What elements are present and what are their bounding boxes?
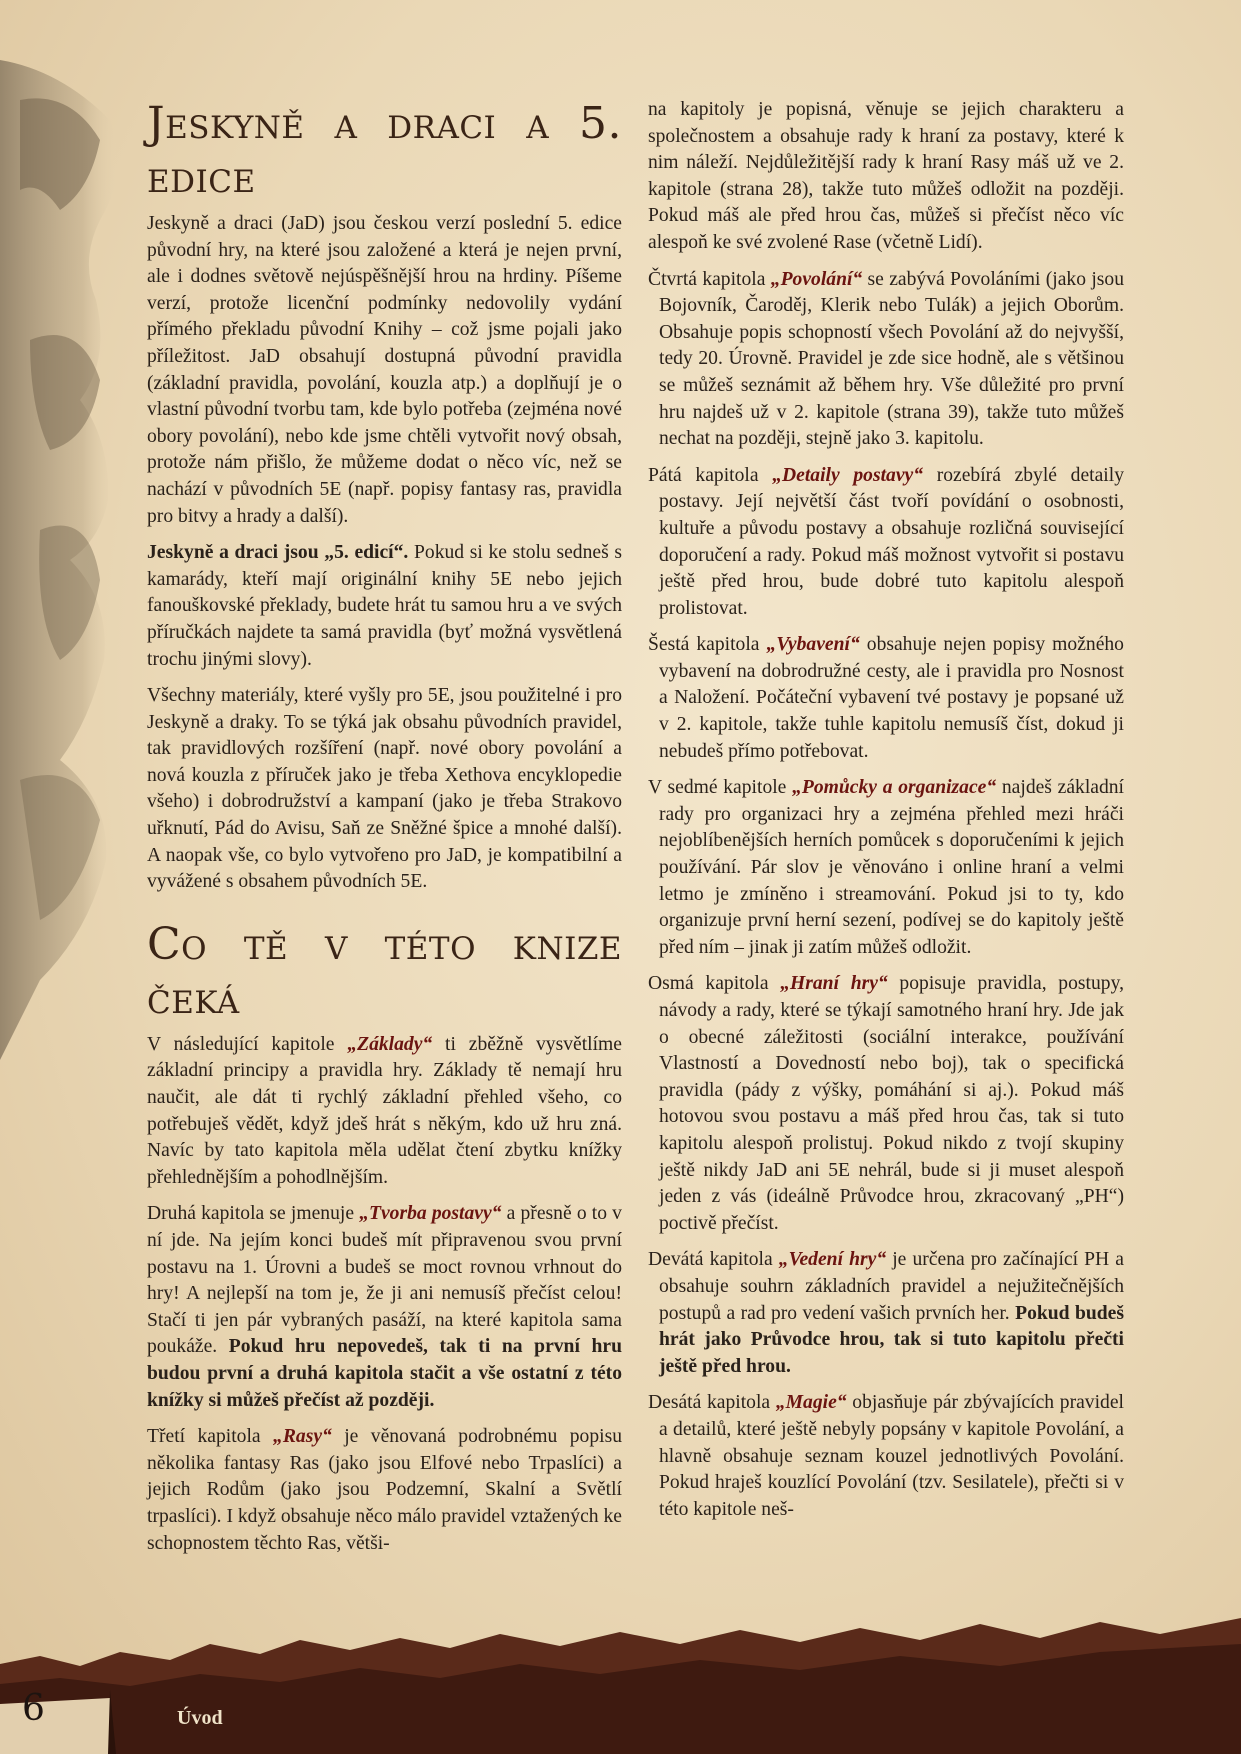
bold-text: Pokud hru nepovedeš, tak ti na první hru budou první a druhá kapitola stačit a vše ostatní z této knížky si můžeš přečíst až později.: [147, 1336, 622, 1411]
chapter-keyword: „Povolání“: [770, 268, 863, 290]
chapter-keyword: „Základy“: [347, 1033, 433, 1055]
paragraph: Jeskyně a draci (JaD) jsou českou verzí poslední 5. edice původní hry, na které jsou založené a která je nejen první, ale i dodnes světově nejúspěšnější hrou na hrdiny. Píšeme verzí, protože licenční podmínky nedovolily vydání přímého překladu původní Knihy – což jsme pojali jako příležitost. JaD obsahují dostupná původní pravidla (základní pravidla, povolání, kouzla atp.) a doplňují je o vlastní původní tvorbu tam, kde bylo potřeba (zejména nové obory povolání), nebo kde jsme chtěli vytvořit nový obsah, protože nám přišlo, že můžeme dodat o něco víc, než se nachází v původních 5E (např. popisy fantasy ras, pravidla pro bitvy a hrady a další).: [147, 213, 622, 527]
paragraph: [147, 1424, 622, 1557]
paragraph: [648, 1247, 1124, 1380]
chapter-keyword: „Magie“: [775, 1392, 847, 1414]
paragraph-text: je určena pro začínající PH a obsahuje souhrn základních pravidel a nejužitečnějších postupů a rad pro vedení vašich prvních her.: [659, 1249, 1124, 1324]
paragraph-text: Desátá kapitola: [648, 1392, 776, 1414]
chapter-keyword: „Rasy“: [273, 1426, 332, 1448]
bold-text: Pokud budeš hrát jako Průvodce hrou, tak si tuto kapitolu přečti ještě před hrou.: [659, 1302, 1125, 1377]
section-title-contents: Co tě v této knize čeká: [147, 918, 622, 1024]
character-illustration-icon: [0, 60, 118, 1060]
paragraph: [147, 1032, 622, 1192]
footer-chapter-name: Úvod: [177, 1707, 223, 1729]
paragraph-text: Druhá kapitola se jmenuje: [147, 1203, 360, 1225]
paragraph-text: objasňuje pár zbývajících pravidel a detailů, které ještě nebyly popsány v kapitole Povolání, a hlavně obsahuje seznam kouzel jednotlivých Povolání. Pokud hraješ kouzlící Povolání (tzv. Sesilatele), přečti si v této kapitole neš-: [659, 1392, 1124, 1520]
paragraph: [648, 1390, 1124, 1523]
paragraph: Všechny materiály, které vyšly pro 5E, jsou použitelné i pro Jeskyně a draky. To se týká jak obsahu původních pravidel, tak pravidlových rozšíření (např. nové obory povolání a nová kouzla z příruček jako je třeba Xethova encyklopedie všeho) i dobrodružství a kampaní (jako je třeba Strakovo uřknutí, Pád do Avisu, Saň ze Sněžné špice a mnohé další). A naopak vše, co bylo vytvořeno pro JaD, je kompatibilní a vyvážené s obsahem původních 5E.: [147, 685, 622, 893]
paragraph: [147, 1201, 622, 1414]
paragraph-text: Pokud si ke stolu sedneš s kamarády, kteří mají originální knihy 5E nebo jejich fanouškovské překlady, budete hrát tu samou hru a ve svých příručkách najdete ta samá pravidla (byť možná vysvětlená trochu jinými slovy).: [147, 542, 622, 670]
chapter-keyword: „Tvorba postavy“: [359, 1203, 502, 1225]
paragraph-text: Třetí kapitola: [147, 1426, 274, 1448]
chapter-keyword: „Vedení hry“: [778, 1249, 887, 1271]
right-column: [648, 97, 1124, 1533]
bold-text: Jeskyně a draci jsou „5. edicí“.: [147, 542, 409, 564]
paragraph: [648, 463, 1124, 623]
paragraph: [648, 632, 1124, 765]
paragraph-text: V sedmé kapitole: [648, 777, 793, 799]
paragraph-text: V následující kapitole: [147, 1033, 348, 1055]
paragraph-text: a přesně o to v ní jde. Na jejím konci budeš mít připravenou svou první postavu na 1. Úrovni a budeš se moct rovnou vrhnout do hry! A nejlepší na tom je, že ji ani nemusíš přečíst celou! Stačí ti jen pár vybraných pasáží, na které kapitola sama poukáže.: [147, 1203, 622, 1358]
chapter-keyword: „Detaily postavy“: [772, 464, 924, 486]
paragraph-text: je věnovaná podrobnému popisu několika fantasy Ras (jako jsou Elfové nebo Trpaslíci) a jejich Rodům (jako jsou Podzemní, Skalní a Světlí trpaslíci). I když obsahuje něco málo pravidel vztažených ke schopnostem těchto Ras, větši-: [147, 1426, 622, 1554]
paragraph-text: obsahuje nejen popisy možného vybavení na dobrodružné cesty, ale i pravidla pro Nosnost a Naložení. Počáteční vybavení tvé postavy je popsané už v 2. kapitole, takže tuhle kapitolu nemusíš číst, dokud ji nebudeš přímo potřebovat.: [659, 634, 1124, 762]
chapter-keyword: „Pomůcky a organizace“: [792, 777, 997, 799]
left-column: [147, 97, 622, 1567]
footer-torn-edge-icon: [0, 1594, 1241, 1754]
paragraph-text: Pátá kapitola: [648, 464, 773, 486]
chapter-keyword: „Vybavení“: [766, 634, 860, 656]
section-title-edition: Jeskyně a draci a 5. edice: [147, 98, 622, 203]
paragraph-text: rozebírá zbylé detaily postavy. Její největší část tvoří povídání o osobnosti, kultuře a původu postavy a obsahuje rozličná související doporučení a rady. Pokud máš možnost vytvořit si postavu ještě před hrou, bude dobré tuto kapitolu alespoň prolistovat.: [659, 464, 1124, 619]
paragraph: [648, 775, 1124, 961]
paragraph: [648, 267, 1124, 453]
chapter-keyword: „Hraní hry“: [780, 973, 888, 995]
paragraph-text: se zabývá Povoláními (jako jsou Bojovník, Čaroděj, Klerik nebo Tulák) a jejich Oborům. Obsahuje popis schopností všech Povolání až do nejvyšší, tedy 20. Úrovně. Pravidel je zde sice hodně, ale s většinou se můžeš seznámit až během hry. Vše důležité pro první hru najdeš už v 2. kapitole (strana 39), takže tuto můžeš nechat na později, stejně jako 3. kapitolu.: [659, 268, 1124, 450]
paragraph-text: popisuje pravidla, postupy, návody a rady, které se týkají samotného hraní hry. Jde jak o obecné záležitosti (sociální interakce, používání Vlastností a Dovedností nebo boj), tak o specifická pravidla (pády z výšky, pomáhání si aj.). Pokud máš hotovou svou postavu a máš před hrou čas, tak si tuto kapitolu alespoň prolistuj. Pokud nikdo z tvojí skupiny ještě nikdy JaD ani 5E nehrál, bude si ji muset alespoň jeden z vás (ideálně Průvodce hrou, zkracovaný „PH“) poctivě přečíst.: [659, 973, 1124, 1234]
paragraph: [648, 971, 1124, 1237]
paragraph-text: Šestá kapitola: [648, 634, 767, 656]
paragraph-text: najdeš základní rady pro organizaci hry a zejména přehled mezi hráči nejoblíbenějších herních pomůcek s doporučeními k jejich používání. Pár slov je věnováno i online hraní a velmi letmo je zmíněno i streamování. Pokud jsi to ty, kdo organizuje první herní sezení, podívej se do kapitoly ještě před ním – jinak ji zatím můžeš odložit.: [659, 777, 1125, 958]
paragraph-text: ti zběžně vysvětlíme základní principy a pravidla hry. Základy tě nemají hru naučit, ale dát ti rychlý základní přehled všeho, co potřebuješ vědět, když jdeš hrát s někým, kdo už hru zná. Navíc by tato kapitola měla udělat čtení zbytku knížky přehlednějším a pohodlnějším.: [147, 1033, 622, 1188]
paragraph-text: Devátá kapitola: [648, 1249, 779, 1271]
paragraph: [147, 540, 622, 673]
paragraph: na kapitoly je popisná, věnuje se jejich charakteru a společnostem a obsahuje rady k hraní za postavy, které k nim náleží. Nejdůležitější rady k hraní Rasy máš už ve 2. kapitole (strana 28), takže tuto můžeš odložit na později. Pokud máš ale před hrou čas, můžeš si přečíst něco víc alespoň ke své zvolené Rase (včetně Lidí).: [648, 99, 1124, 253]
page-number: 6: [22, 1688, 45, 1729]
paragraph-text: Osmá kapitola: [648, 973, 781, 995]
paragraph-text: Čtvrtá kapitola: [648, 268, 771, 290]
